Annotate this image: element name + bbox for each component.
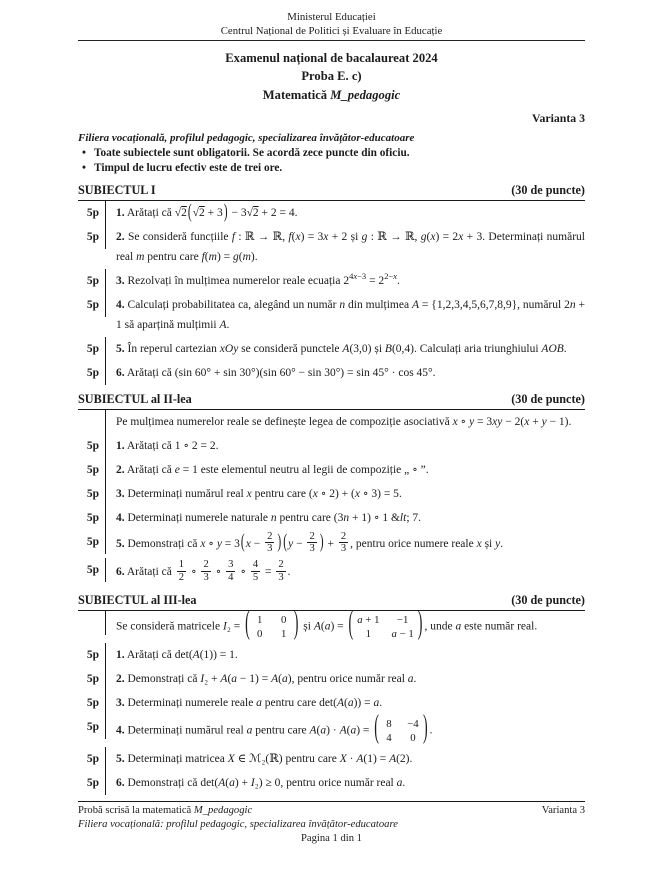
exam-section: [78, 183, 585, 385]
ministry-line2: Centrul Național de Politici și Evaluare în Educație: [220, 25, 443, 38]
section-points: (30 de puncte): [511, 391, 585, 406]
points-label: 5p: [78, 667, 106, 691]
problem-text: 3. Determinați numerele reale a pentru care det(A(a)) = a.: [116, 697, 383, 710]
exam-rules: [78, 146, 585, 176]
points-label: 5p: [78, 361, 106, 385]
section-intro-row: [78, 607, 585, 643]
problem-text: 1. Arătați că 1 ∘ 2 = 2.: [116, 439, 219, 452]
filiera-note: Filiera vocațională, profilul pedagogic, specializarea învățător-educatoare: [78, 131, 415, 144]
problem-row: [78, 225, 585, 269]
problem-row: [78, 337, 585, 361]
exam-section: [78, 392, 585, 587]
exam-title-block: [78, 49, 585, 104]
problem-row: [78, 771, 585, 795]
section-header: [78, 392, 585, 409]
problem-number: 4.: [116, 724, 125, 737]
problem-text: 5. Demonstrați că x ∘ y = 3(x − $\frac{2}{3}$ ) (y − $\frac{2}{3}$ ) + $\frac{2}{3}$ , pentru orice numere reale x și y.: [116, 530, 504, 555]
problem-number: 6.: [116, 777, 125, 790]
problem-text: 6. Demonstrați că det(A(a) + I₂) ≥ 0, pentru orice număr real a.: [116, 777, 406, 790]
problem-number: 5.: [116, 753, 125, 766]
problem-row: [78, 506, 585, 530]
problem-number: 1.: [116, 649, 125, 662]
section-body: [78, 607, 585, 795]
problem-text: 6. Arătați că $\frac{1}{2}$ ∘ $\frac{2}{3}$ ∘ $\frac{3}{4}$ ∘ $\frac{4}{5}$ = $\frac{2}{3}$ .: [116, 558, 291, 583]
points-label: 5p: [78, 643, 106, 667]
section-header: [78, 183, 585, 200]
problem-number: 4.: [116, 298, 125, 311]
exam-section: [78, 593, 585, 795]
subject-prefix: Matematică: [262, 87, 331, 102]
problem-number: 3.: [116, 487, 125, 500]
points-cell-empty: [78, 410, 106, 434]
problem-text: 4. Determinați numărul real a pentru care A(a) · A(a) = ( 8 −4 4 0 ) .: [116, 711, 433, 747]
problem-row: [78, 201, 585, 225]
problem-row: [78, 558, 585, 586]
problem-text: 4. Determinați numerele naturale n pentru care (3n + 1) ∘ 1 &lt; 7.: [116, 511, 422, 524]
matrix: ( 1 0 0 1 ): [245, 607, 299, 643]
points-label: 5p: [78, 747, 106, 771]
footer-variant: Varianta 3: [541, 805, 585, 817]
problem-number: 1.: [116, 206, 125, 219]
problem-row: [78, 747, 585, 771]
page-footer: [78, 801, 585, 846]
rule-item: • Toate subiectele sunt obligatorii. Se acordă zece puncte din oficiu.: [78, 146, 585, 161]
subject-profile: M_pedagogic: [330, 87, 401, 102]
sections: [78, 183, 585, 796]
rule-item: • Timpul de lucru efectiv este de trei ore.: [78, 161, 585, 176]
section-intro-text: Pe mulțimea numerelor reale se definește legea de compoziție asociativă x ∘ y = 3xy − 2(x + y − 1).: [116, 415, 572, 428]
points-label: 5p: [78, 293, 106, 317]
section-points: (30 de puncte): [511, 182, 585, 197]
problem-text: 2. Se consideră funcțiile f : ℝ → ℝ, f(x) = 3x + 2 și g : ℝ → ℝ, g(x) = 2x + 3. Determinați numărul real m pentru care f(m) = g(m).: [116, 230, 585, 263]
points-label: 5p: [78, 201, 106, 225]
exam-subject: [78, 86, 585, 104]
section-header: [78, 593, 585, 610]
section-title: SUBIECTUL I: [78, 182, 156, 197]
problem-number: 5.: [116, 342, 125, 355]
exam-title: Examenul național de bacalaureat 2024: [225, 51, 438, 66]
problem-row: [78, 482, 585, 506]
ministry-header: [78, 10, 585, 41]
points-label: 5p: [78, 458, 106, 482]
fraction: $\frac{2}{3}$: [267, 530, 273, 555]
problem-number: 5.: [116, 537, 125, 550]
problem-row: [78, 434, 585, 458]
section-title: SUBIECTUL al III-lea: [78, 593, 197, 608]
matrix: ( a + 1 −1 1 a − 1 ): [348, 607, 423, 643]
points-label: 5p: [78, 691, 106, 715]
problem-number: 2.: [116, 230, 125, 243]
section-body: [78, 409, 585, 587]
points-label: 5p: [78, 434, 106, 458]
problem-number: 4.: [116, 511, 125, 524]
fraction: $\frac{2}{3}$: [340, 530, 347, 555]
points-label: 5p: [78, 482, 106, 506]
problem-text: 6. Arătați că (sin 60° + sin 30°)(sin 60° − sin 30°) = sin 45° · cos 45°.: [116, 366, 436, 379]
points-label: 5p: [78, 715, 106, 739]
problem-row: [78, 530, 585, 558]
problem-row: [78, 293, 585, 337]
footer-page-number: Pagina 1 din 1: [301, 833, 362, 845]
footer-exam-prefix: Probă scrisă la matematică: [78, 805, 194, 817]
problem-row: [78, 361, 585, 385]
points-label: 5p: [78, 558, 106, 582]
points-label: 5p: [78, 530, 106, 554]
section-intro-row: [78, 410, 585, 434]
problem-text: 1. Arătați că √2(√2 + 3) − 3√2 + 2 = 4.: [116, 201, 298, 223]
problem-row: [78, 691, 585, 715]
problem-number: 6.: [116, 366, 125, 379]
problem-text: 1. Arătați că det(A(1)) = 1.: [116, 649, 238, 662]
fraction: $\frac{3}{4}$: [228, 558, 234, 583]
matrix: ( 8 −4 4 0 ): [374, 711, 428, 747]
points-label: 5p: [78, 269, 106, 293]
variant-label: Varianta 3: [532, 110, 585, 125]
footer-exam-profile: M_pedagogic: [193, 805, 253, 817]
problem-number: 2.: [116, 463, 125, 476]
points-label: 5p: [78, 337, 106, 361]
problem-row: [78, 711, 585, 747]
fraction: $\frac{2}{3}$: [203, 558, 209, 583]
problem-text: 4. Calculați probabilitatea ca, alegând un număr n din mulțimea A = {1,2,3,4,5,6,7,8,9}, numărul 2n + 1 să aparțină mulțimii A.: [116, 298, 585, 331]
problem-text: 5. În reperul cartezian xOy se consideră punctele A(3,0) și B(0,4). Calculați aria triunghiului AOB.: [116, 342, 567, 355]
problem-number: 2.: [116, 673, 125, 686]
problem-row: [78, 269, 585, 293]
problem-text: 2. Demonstrați că I₂ + A(a − 1) = A(a), pentru orice număr real a.: [116, 673, 417, 686]
ministry-line1: Ministerul Educației: [287, 11, 376, 23]
footer-filiera: Filiera vocațională: profilul pedagogic, specializarea învățător-educatoare: [78, 819, 398, 831]
problem-row: [78, 667, 585, 691]
fraction: $\frac{1}{2}$: [178, 558, 185, 583]
exam-proba: Proba E. c): [301, 69, 362, 84]
section-title: SUBIECTUL al II-lea: [78, 391, 192, 406]
problem-text: 2. Arătați că e = 1 este elementul neutru al legii de compoziție „ ∘ ”.: [116, 463, 429, 476]
footer-exam-name: [78, 804, 252, 818]
problem-text: 3. Rezolvați în mulțimea numerelor reale ecuația $2^{4x-3} = 2^{2-x}$.: [116, 270, 400, 287]
problem-row: [78, 643, 585, 667]
problem-number: 3.: [116, 274, 125, 287]
problem-number: 6.: [116, 565, 125, 578]
fraction: $\frac{2}{3}$: [278, 558, 284, 583]
section-body: [78, 200, 585, 385]
fraction: $\frac{2}{3}$: [309, 530, 315, 555]
problem-text: 3. Determinați numărul real x pentru care (x ∘ 2) + (x ∘ 3) = 5.: [116, 487, 402, 500]
section-points: (30 de puncte): [511, 593, 585, 608]
section-intro-text: Se consideră matricele I₂ = ( 1 0 0 1 ) și A(a) = ( a + 1 −1 1 a − 1 ) , unde a este număr real.: [116, 607, 538, 643]
fraction: $\frac{4}{5}$: [252, 558, 259, 583]
problem-row: [78, 458, 585, 482]
footer-line1: [78, 804, 585, 818]
points-label: 5p: [78, 225, 106, 249]
problem-number: 3.: [116, 697, 125, 710]
points-label: 5p: [78, 506, 106, 530]
problem-text: 5. Determinați matricea X ∈ ℳ₂(ℝ) pentru care X · A(1) = A(2).: [116, 753, 413, 766]
points-label: 5p: [78, 771, 106, 795]
points-cell-empty: [78, 611, 106, 635]
problem-number: 1.: [116, 439, 125, 452]
